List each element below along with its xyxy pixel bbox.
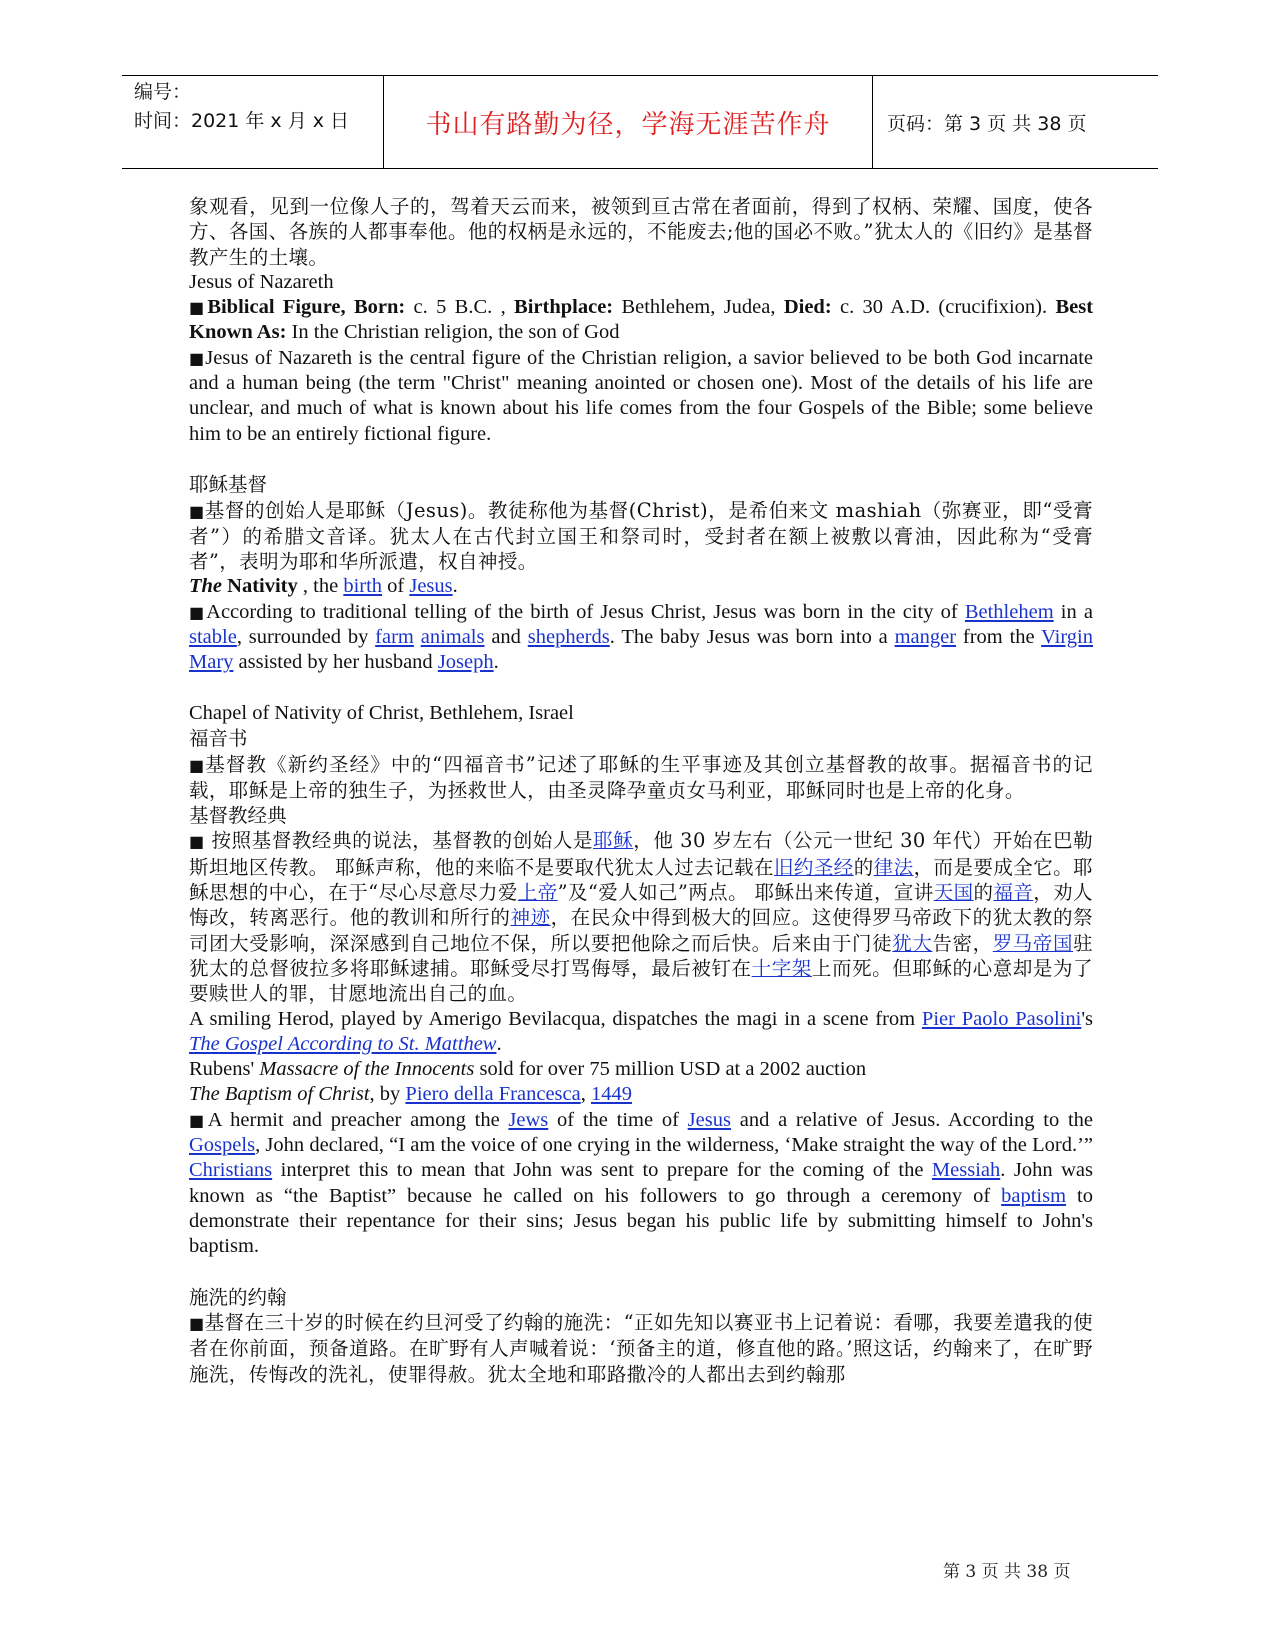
chapel-caption: Chapel of Nativity of Christ, Bethlehem, Israel — [189, 701, 574, 724]
link-jesus[interactable]: Jesus — [409, 575, 453, 598]
bullet-square: ■ — [189, 755, 206, 775]
heading-yesu-jidu: 耶稣基督 — [189, 473, 268, 497]
bio-paragraph — [189, 295, 1093, 346]
link-miracles[interactable]: 神迹 — [510, 906, 551, 930]
link-joseph[interactable]: Joseph — [437, 651, 494, 674]
link-god[interactable]: 上帝 — [517, 881, 558, 905]
bio-value-birthplace: Bethlehem, Judea, — [613, 296, 784, 319]
paragraph-yesu-text: 基督的创始人是耶稣（Jesus)。教徒称他为基督(Christ)，是希伯来文 mashiah（弥赛亚，即“受膏者”）的希腊文音译。犹太人在古代封立国王和祭司时，受封者在额上被敷以膏油，因此称为“受膏者”，表明为耶和华所派遣，权自神授。 — [189, 498, 1093, 574]
spacer — [189, 1259, 1093, 1284]
heading-gospels: 福音书 — [189, 727, 248, 751]
herod-caption: A smiling Herod, played by Amerigo Bevilacqua, dispatches the magi in a scene from Pier Paolo Pasolini's The Gospel According to St. Matthew. — [189, 1007, 1093, 1055]
link-stable[interactable]: stable — [189, 626, 237, 649]
paragraph-gospels — [189, 752, 1093, 804]
page-header — [122, 75, 1158, 169]
paragraph-intro: 象观看，见到一位像人子的，驾着天云而来，被领到亘古常在者面前，得到了权柄、荣耀、国度，使各方、各国、各族的人都事奉他。他的权柄是永远的，不能废去;他的国必不败。”犹太人的《旧约》是基督教产生的土壤。 — [189, 195, 1093, 269]
link-jews[interactable]: Jews — [508, 1108, 549, 1131]
bullet-square: ■ — [189, 832, 205, 852]
heading-jesus-of-nazareth: Jesus of Nazareth — [189, 270, 334, 293]
link-animals[interactable]: animals — [420, 626, 485, 649]
header-page-info: 页码：第 3 页 共 38 页 — [887, 112, 1087, 135]
link-yesu[interactable]: 耶稣 — [593, 829, 634, 853]
bullet-square: ■ — [189, 298, 208, 318]
bio-value-died: c. 30 A.D. (crucifixion). — [831, 296, 1056, 319]
paragraph-yesu — [189, 498, 1093, 575]
link-gospel-matthew[interactable]: The Gospel According to St. Matthew — [189, 1032, 497, 1055]
bio-value-born: c. 5 B.C. , — [405, 296, 515, 319]
paragraph-gospels-text: 基督教《新约圣经》中的“四福音书”记述了耶稣的生平事迹及其创立基督教的故事。据福音书的记载，耶稣是上帝的独生子，为拯救世人，由圣灵降孕童贞女马利亚，耶稣同时也是上帝的化身。 — [189, 752, 1093, 802]
link-bethlehem[interactable]: Bethlehem — [964, 600, 1054, 623]
heading-john: 施洗的约翰 — [189, 1285, 287, 1309]
link-jesus-2[interactable]: Jesus — [687, 1108, 731, 1131]
link-piero[interactable]: Piero della Francesca — [405, 1083, 581, 1106]
link-birth[interactable]: birth — [343, 575, 383, 598]
link-christians[interactable]: Christians — [189, 1159, 273, 1182]
bio-label-birthplace: Birthplace: — [514, 296, 614, 319]
link-gospel[interactable]: 福音 — [993, 881, 1034, 905]
bio-label-died: Died: — [783, 296, 832, 319]
baptism-caption: The Baptism of Christ, by Piero della Francesca, 1449 — [189, 1083, 632, 1106]
spacer — [189, 676, 1093, 701]
bullet-square: ■ — [189, 348, 206, 368]
link-1449[interactable]: 1449 — [590, 1083, 632, 1106]
link-judas[interactable]: 犹大 — [892, 931, 933, 955]
document-body — [189, 194, 1093, 1387]
rubens-caption: Rubens' Massacre of the Innocents sold for over 75 million USD at a 2002 auction — [189, 1058, 867, 1081]
link-messiah[interactable]: Messiah — [931, 1159, 1001, 1182]
spacer — [189, 447, 1093, 472]
header-motto: 书山有路勤为径，学海无涯苦作舟 — [384, 76, 873, 168]
page-footer: 第 3 页 共 38 页 — [943, 1562, 1071, 1582]
link-shepherds[interactable]: shepherds — [527, 626, 610, 649]
paragraph-nativity: ■According to traditional telling of the birth of Jesus Christ, Jesus was born in the city of Bethlehem in a stable, surrounded by farm animals and shepherds. The baby Jesus was born into a manger from the Virgin Mary assisted by her husband Joseph. — [189, 600, 1094, 674]
header-meta — [122, 76, 384, 168]
paragraph-john-text: 基督在三十岁的时候在约旦河受了约翰的施洗：“正如先知以赛亚书上记着说：看哪，我要差遣我的使者在你前面，预备道路。在旷野有人声喊着说：‘预备主的道，修直他的路。’照这话，约翰来了，在旷野施洗，传悔改的洗礼，使罪得赦。犹太全地和耶路撒冷的人都出去到约翰那 — [189, 1311, 1093, 1386]
header-number-label: 编号： — [134, 81, 192, 103]
link-heaven[interactable]: 天国 — [933, 881, 974, 905]
bullet-square: ■ — [189, 501, 205, 521]
bio-value-known: In the Christian religion, the son of God — [286, 321, 620, 344]
link-manger[interactable]: manger — [894, 626, 957, 649]
link-gospels[interactable]: Gospels — [189, 1133, 256, 1156]
nativity-title: Nativity — [222, 575, 298, 598]
link-farm[interactable]: farm — [375, 626, 414, 649]
bullet-square: ■ — [189, 602, 207, 622]
bio-label-born: Biblical Figure, Born: — [207, 296, 406, 319]
link-law[interactable]: 律法 — [873, 855, 914, 879]
header-time-label: 时间：2021 年 x 月 x 日 — [134, 110, 350, 132]
link-virgin-mary[interactable]: Virgin Mary — [189, 626, 1093, 674]
heading-classics: 基督教经典 — [189, 804, 287, 828]
paragraph-john — [189, 1310, 1093, 1387]
paragraph-jesus-text: Jesus of Nazareth is the central figure of the Christian religion, a savior believed to be both God incarnate and a human being (the term "Christ" meaning anointed or chosen one). Most of the details of his life are unclear, and much of what is known about his life comes from the four Gospels of the Bible; some believe him to be an entirely fictional figure. — [189, 346, 1093, 445]
nativity-caption: The Nativity , the birth of Jesus. — [189, 575, 458, 598]
nativity-the: The — [189, 575, 223, 598]
bullet-square: ■ — [189, 1314, 205, 1334]
bio-label-known: Best Known As: — [189, 296, 1094, 344]
paragraph-classics: ■ 按照基督教经典的说法，基督教的创始人是耶稣，他 30 岁左右（公元一世纪 30 年代）开始在巴勒斯坦地区传教。 耶稣声称，他的来临不是要取代犹太人过去记载在旧约圣经的律法，而是要成全它。耶稣思想的中心，在于“尽心尽意尽力爱上帝”及“爱人如己”两点。 耶稣出来传道，宣讲天国的福音，劝人悔改，转离恶行。他的教训和所行的神迹，在民众中得到极大的回应。这使得罗马帝政下的犹太教的祭司团大受影响，深深感到自己地位不保，所以要把他除之而后快。后来由于门徒犹大告密，罗马帝国驻犹太的总督彼拉多将耶稣逮捕。耶稣受尽打骂侮辱，最后被钉在十字架上而死。但耶稣的心意却是为了要赎世人的罪，甘愿地流出自己的血。 — [189, 829, 1093, 1006]
bullet-square: ■ — [189, 1110, 208, 1130]
paragraph-hermit: ■A hermit and preacher among the Jews of the time of Jesus and a relative of Jesus. According to the Gospels, John declared, “I am the voice of one crying in the wilderness, ‘Make straight the way of the Lord.’” Christians interpret this to mean that John was sent to prepare for the coming of the Messiah. John was known as “the Baptist” because he called on his followers to go through a ceremony of baptism to demonstrate their repentance for their sins; Jesus began his public life by submitting himself to John's baptism. — [189, 1108, 1093, 1258]
link-cross[interactable]: 十字架 — [751, 956, 812, 980]
link-old-testament[interactable]: 旧约圣经 — [773, 855, 854, 879]
link-baptism[interactable]: baptism — [1001, 1184, 1067, 1207]
paragraph-jesus — [189, 346, 1093, 447]
link-roman-empire[interactable]: 罗马帝国 — [992, 931, 1074, 955]
link-pasolini[interactable]: Pier Paolo Pasolini — [921, 1007, 1082, 1030]
